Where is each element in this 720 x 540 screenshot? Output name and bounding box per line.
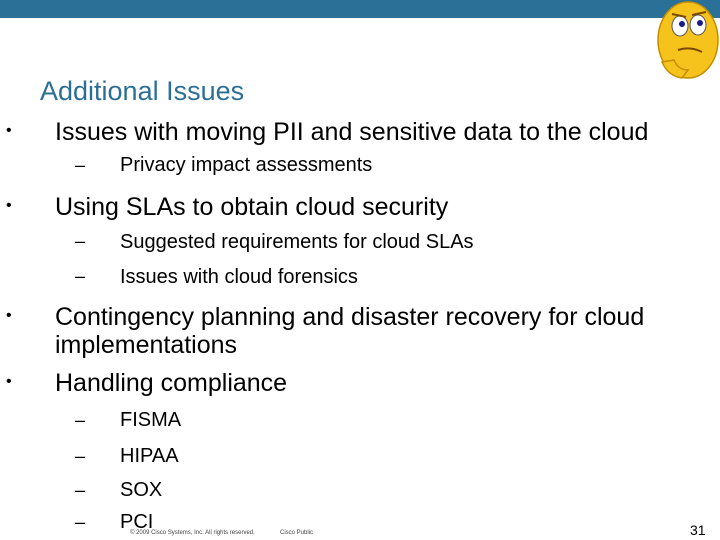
page-number: 31 — [690, 522, 706, 538]
bullet-1: Issues with moving PII and sensitive data to the cloud — [55, 118, 649, 146]
thinking-smiley-icon — [648, 0, 720, 92]
bullet-marker: • — [6, 307, 12, 324]
dash-marker: – — [75, 266, 86, 286]
dash-marker: – — [75, 480, 86, 500]
slide-title: Additional Issues — [40, 76, 245, 106]
bullet-4: Handling compliance — [55, 369, 288, 397]
bullet-marker: • — [6, 373, 12, 390]
dash-marker: – — [75, 446, 86, 466]
dash-marker: – — [75, 410, 86, 430]
footer-classification: Cisco Public — [280, 530, 314, 536]
sub-bullet-1-1: Privacy impact assessments — [120, 154, 373, 176]
sub-bullet-4-1: FISMA — [120, 409, 182, 431]
dash-marker: – — [75, 155, 86, 175]
top-bar — [0, 0, 720, 18]
bullet-2: Using SLAs to obtain cloud security — [55, 193, 449, 221]
footer-copyright: © 2009 Cisco Systems, Inc. All rights reserved. — [130, 530, 255, 536]
sub-bullet-2-2: Issues with cloud forensics — [120, 266, 358, 288]
sub-bullet-2-1: Suggested requirements for cloud SLAs — [120, 231, 474, 253]
bullet-marker: • — [6, 197, 12, 214]
sub-bullet-4-3: SOX — [120, 479, 163, 501]
bullet-marker: • — [6, 122, 12, 139]
sub-bullet-4-4: PCI — [120, 511, 154, 533]
sub-bullet-4-2: HIPAA — [120, 445, 179, 467]
dash-marker: – — [75, 231, 86, 251]
bullet-3: Contingency planning and disaster recovery for cloud implementations — [55, 303, 645, 359]
dash-marker: – — [75, 512, 86, 532]
